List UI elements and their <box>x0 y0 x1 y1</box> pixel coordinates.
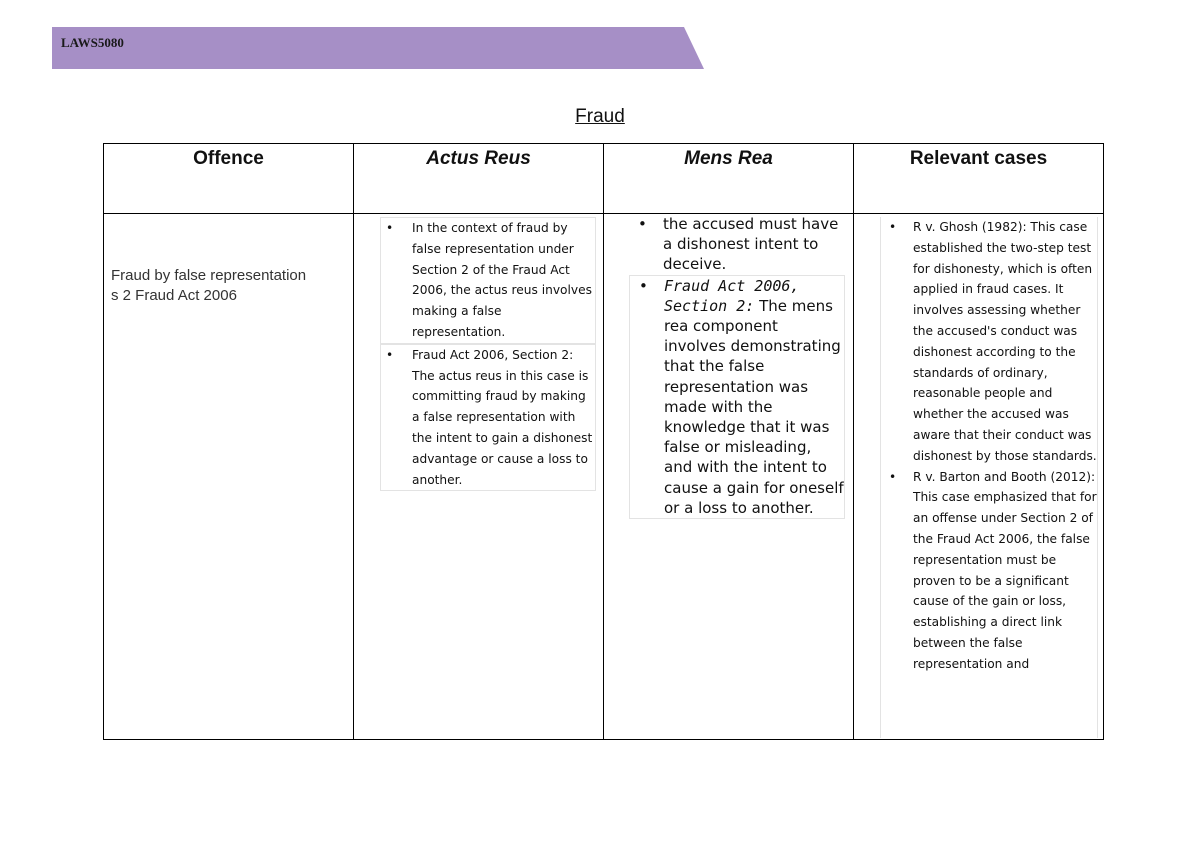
relevant-cases-content <box>880 217 1098 738</box>
actus-reus-cell <box>354 214 604 740</box>
header-relevant-cases: Relevant cases <box>854 144 1104 214</box>
offence-description <box>111 266 353 306</box>
offence-table <box>103 143 1104 740</box>
relevant-cases-cell <box>854 214 1104 740</box>
mens-rea-content <box>629 214 845 519</box>
case-entry: R v. Ghosh (1982): This case established the two-step test for dishonesty, which is often applied in fraud cases. It involves assessing whether the accused's conduct was dishonest according to the standards of ordinary, reasonable people and whether the accused was aware that their conduct was dishonest by those standards. <box>913 220 1097 463</box>
header-mens-rea: Mens Rea <box>604 144 854 214</box>
header-banner <box>52 27 704 69</box>
offence-cell <box>104 214 354 740</box>
actus-reus-point: Fraud Act 2006, Section 2: The actus reus in this case is committing fraud by making a false representation with the intent to gain a dishonest advantage or cause a loss to another. <box>412 347 593 487</box>
case-entry: R v. Barton and Booth (2012): This case emphasized that for an offense under Section 2 of the Fraud Act 2006, the false representation must be proven to be a significant cause of the gain or loss, establishing a direct link between the false representation and <box>913 469 1097 671</box>
mens-rea-cell <box>604 214 854 740</box>
bullet-icon: • <box>386 221 394 235</box>
offence-name: Fraud by false representation <box>111 267 307 284</box>
page-title: Fraud <box>575 106 625 127</box>
header-offence: Offence <box>104 144 354 214</box>
list-item <box>380 344 596 492</box>
offence-statute: s 2 Fraud Act 2006 <box>111 287 237 304</box>
mens-rea-point: The mens rea component involves demonstrating that the false representation was made with the knowledge that it was false or misleading, and with the intent to cause a gain for oneself or a loss to another. <box>664 296 844 517</box>
mens-rea-statute: Fraud Act 2006, Section 2: <box>664 276 800 315</box>
bullet-icon: • <box>889 469 897 484</box>
actus-reus-content <box>380 217 596 491</box>
bullet-icon: • <box>639 276 648 295</box>
bullet-icon: • <box>638 215 647 233</box>
mens-rea-point: the accused must have a dishonest intent to deceive. <box>663 215 839 274</box>
list-item <box>380 217 596 344</box>
header-actus-reus: Actus Reus <box>354 144 604 214</box>
list-item <box>629 214 845 275</box>
list-item <box>881 217 1097 467</box>
bullet-icon: • <box>386 347 394 362</box>
list-item <box>629 275 845 519</box>
course-code: LAWS5080 <box>61 35 124 50</box>
actus-reus-point: In the context of fraud by false representation under Section 2 of the Fraud Act 2006, the actus reus involves making a false representation. <box>412 221 592 339</box>
table-header-row <box>104 144 1104 214</box>
bullet-icon: • <box>889 220 897 234</box>
table-row <box>104 214 1104 740</box>
list-item <box>881 467 1097 675</box>
